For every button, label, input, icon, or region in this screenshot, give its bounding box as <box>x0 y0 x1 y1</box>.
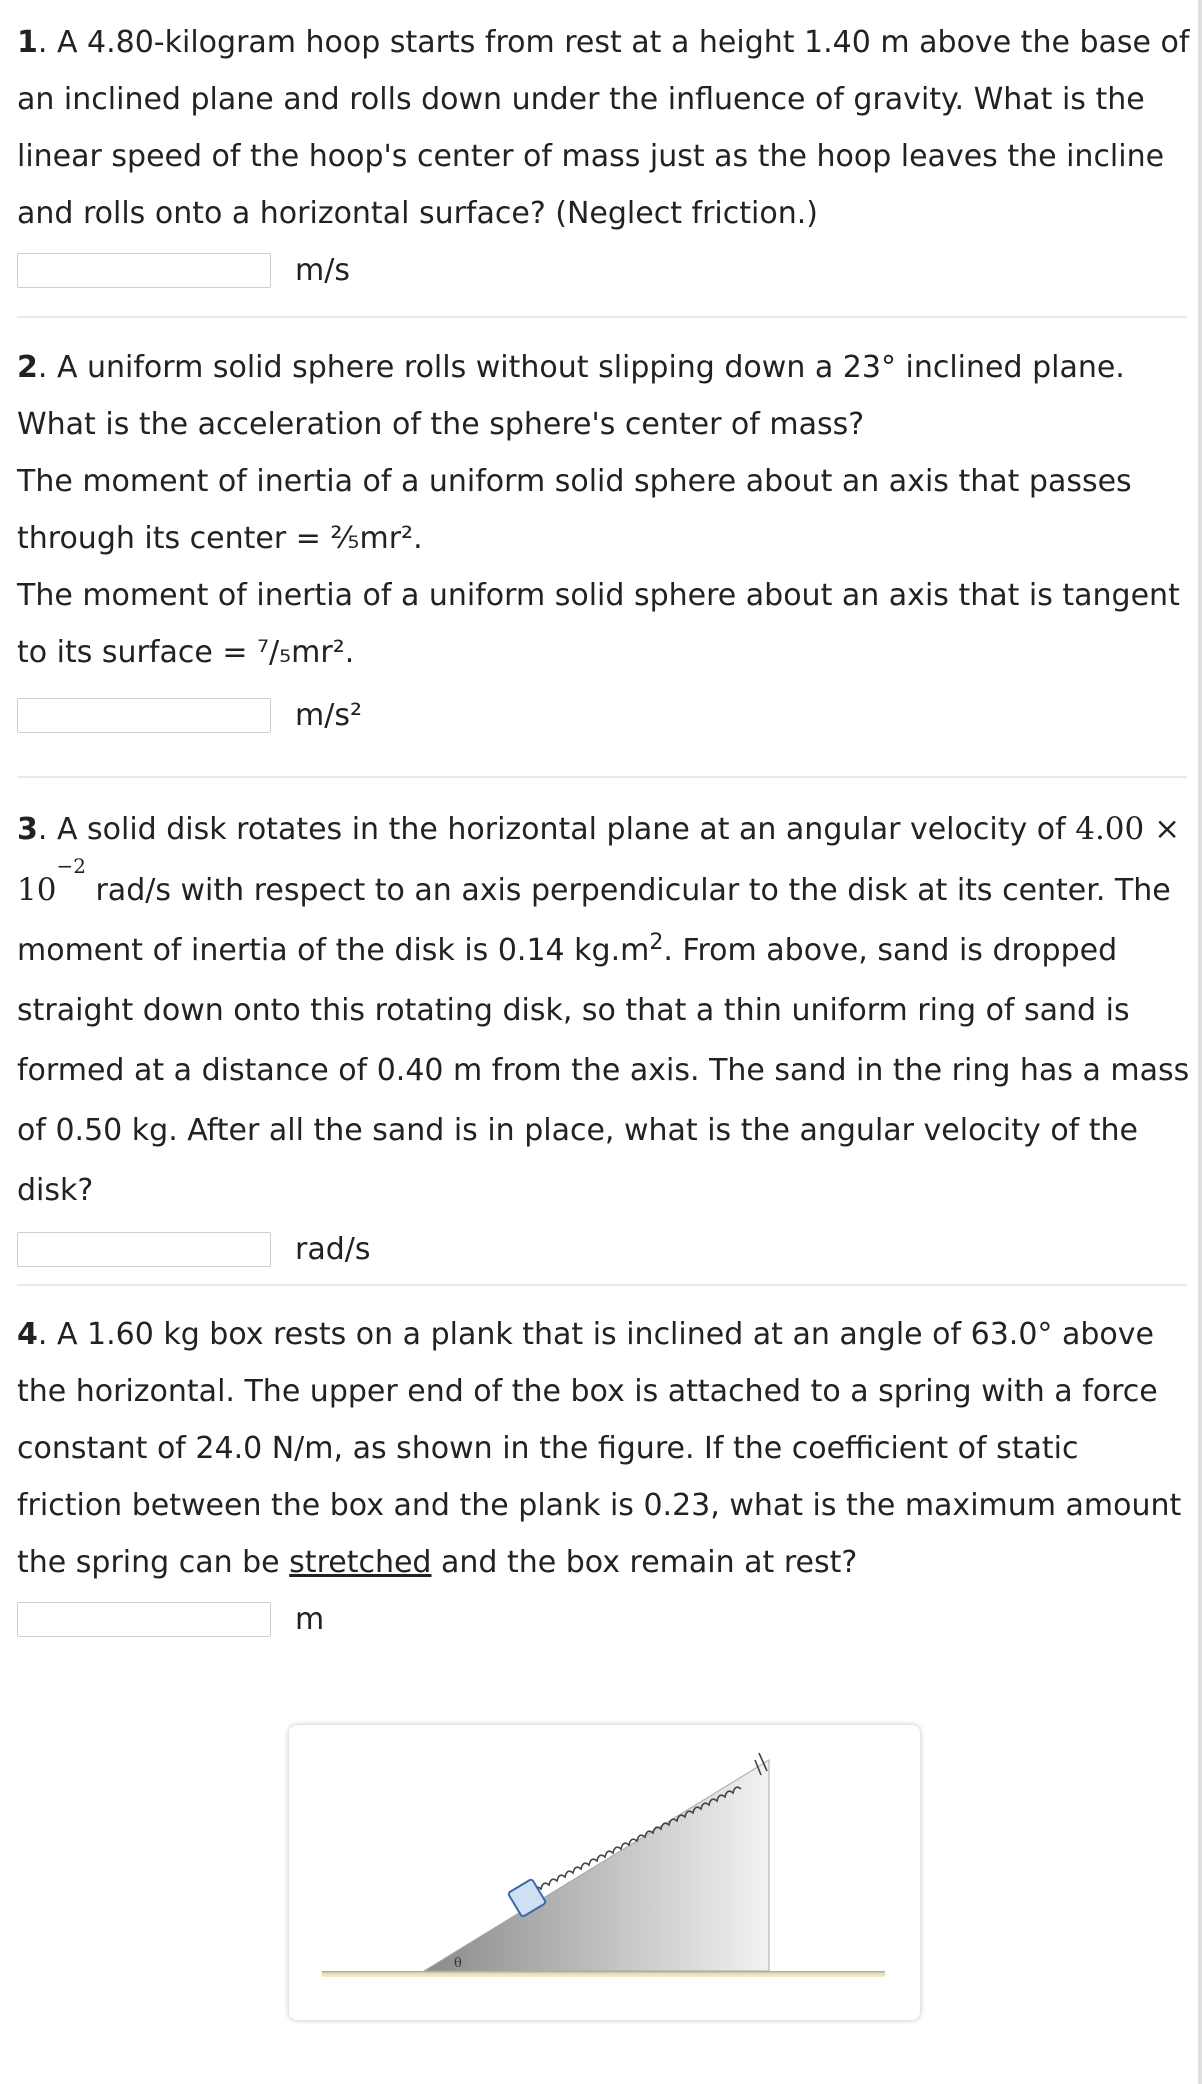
question-number: 1 <box>17 25 38 60</box>
answer-input-1[interactable] <box>17 253 271 288</box>
question-2-note-center: The moment of inertia of a uniform solid sphere about an axis that passes through its center = ⅖mr². <box>17 464 1132 556</box>
unit-label: m/s <box>295 253 350 288</box>
question-1 <box>17 14 1192 299</box>
question-1-text: 1. A 4.80-kilogram hoop starts from rest at a height 1.40 m above the base of an inclined plane and rolls down under the influence of gravity. What is the linear speed of the hoop's center of mass just as the hoop leaves the incline and rolls onto a horizontal surface? (Neglect friction.) <box>17 25 1190 231</box>
divider <box>17 316 1187 318</box>
question-3 <box>17 799 1192 1278</box>
answer-row <box>17 687 1192 744</box>
question-number: 2 <box>17 350 38 385</box>
question-4 <box>17 1306 1192 1648</box>
answer-row <box>17 1591 1192 1648</box>
answer-input-2[interactable] <box>17 698 271 733</box>
answer-input-3[interactable] <box>17 1232 271 1267</box>
fraction: ⁷/₅ <box>257 635 292 670</box>
scrollbar-track[interactable] <box>1198 0 1202 2084</box>
unit-label: m/s² <box>295 698 362 733</box>
question-2-text: 2. A uniform solid sphere rolls without slipping down a 23° inclined plane. What is the acceleration of the sphere's center of mass? <box>17 350 1125 442</box>
divider <box>17 1284 1187 1286</box>
unit-label: rad/s <box>295 1232 371 1267</box>
angle-label: θ <box>454 1956 462 1971</box>
incline-plank <box>424 1760 769 1971</box>
unit-label: m <box>295 1602 325 1637</box>
answer-input-4[interactable] <box>17 1602 271 1637</box>
question-3-text: 3. A solid disk rotates in the horizontal plane at an angular velocity of $4.00 \times 10^{-2}$ rad/s with respect to an axis perpendicular to the disk at its center. The moment of inertia of the disk is 0.14 $kg.m^2$. From above, sand is dropped straight down onto this rotating disk, so that a thin uniform ring of sand is formed at a distance of 0.40 m from the axis. The sand in the ring has a mass of 0.50 kg. After all the sand is in place, what is the angular velocity of the disk? <box>17 811 1190 1208</box>
answer-row <box>17 1221 1192 1278</box>
divider <box>17 776 1187 778</box>
answer-row <box>17 242 1192 299</box>
question-number: 4 <box>17 1317 38 1352</box>
incline-spring-figure <box>289 1725 920 2020</box>
underlined-word: stretched <box>289 1545 432 1580</box>
ground <box>322 1971 885 1977</box>
question-4-text: 4. A 1.60 kg box rests on a plank that is inclined at an angle of 63.0° above the horizontal. The upper end of the box is attached to a spring with a force constant of 24.0 N/m, as shown in the figure. If the coefficient of static friction between the box and the plank is 0.23, what is the maximum amount the spring can be stretched and the box remain at rest? <box>17 1317 1182 1580</box>
question-number: 3 <box>17 812 38 847</box>
question-2 <box>17 339 1192 744</box>
question-2-note-tangent: The moment of inertia of a uniform solid sphere about an axis that is tangent to its surface = ⁷/₅mr². <box>17 578 1180 670</box>
angular-velocity-value: $4.00 \times 10^{-2}$ <box>17 811 1181 908</box>
figure-svg <box>289 1725 920 2020</box>
